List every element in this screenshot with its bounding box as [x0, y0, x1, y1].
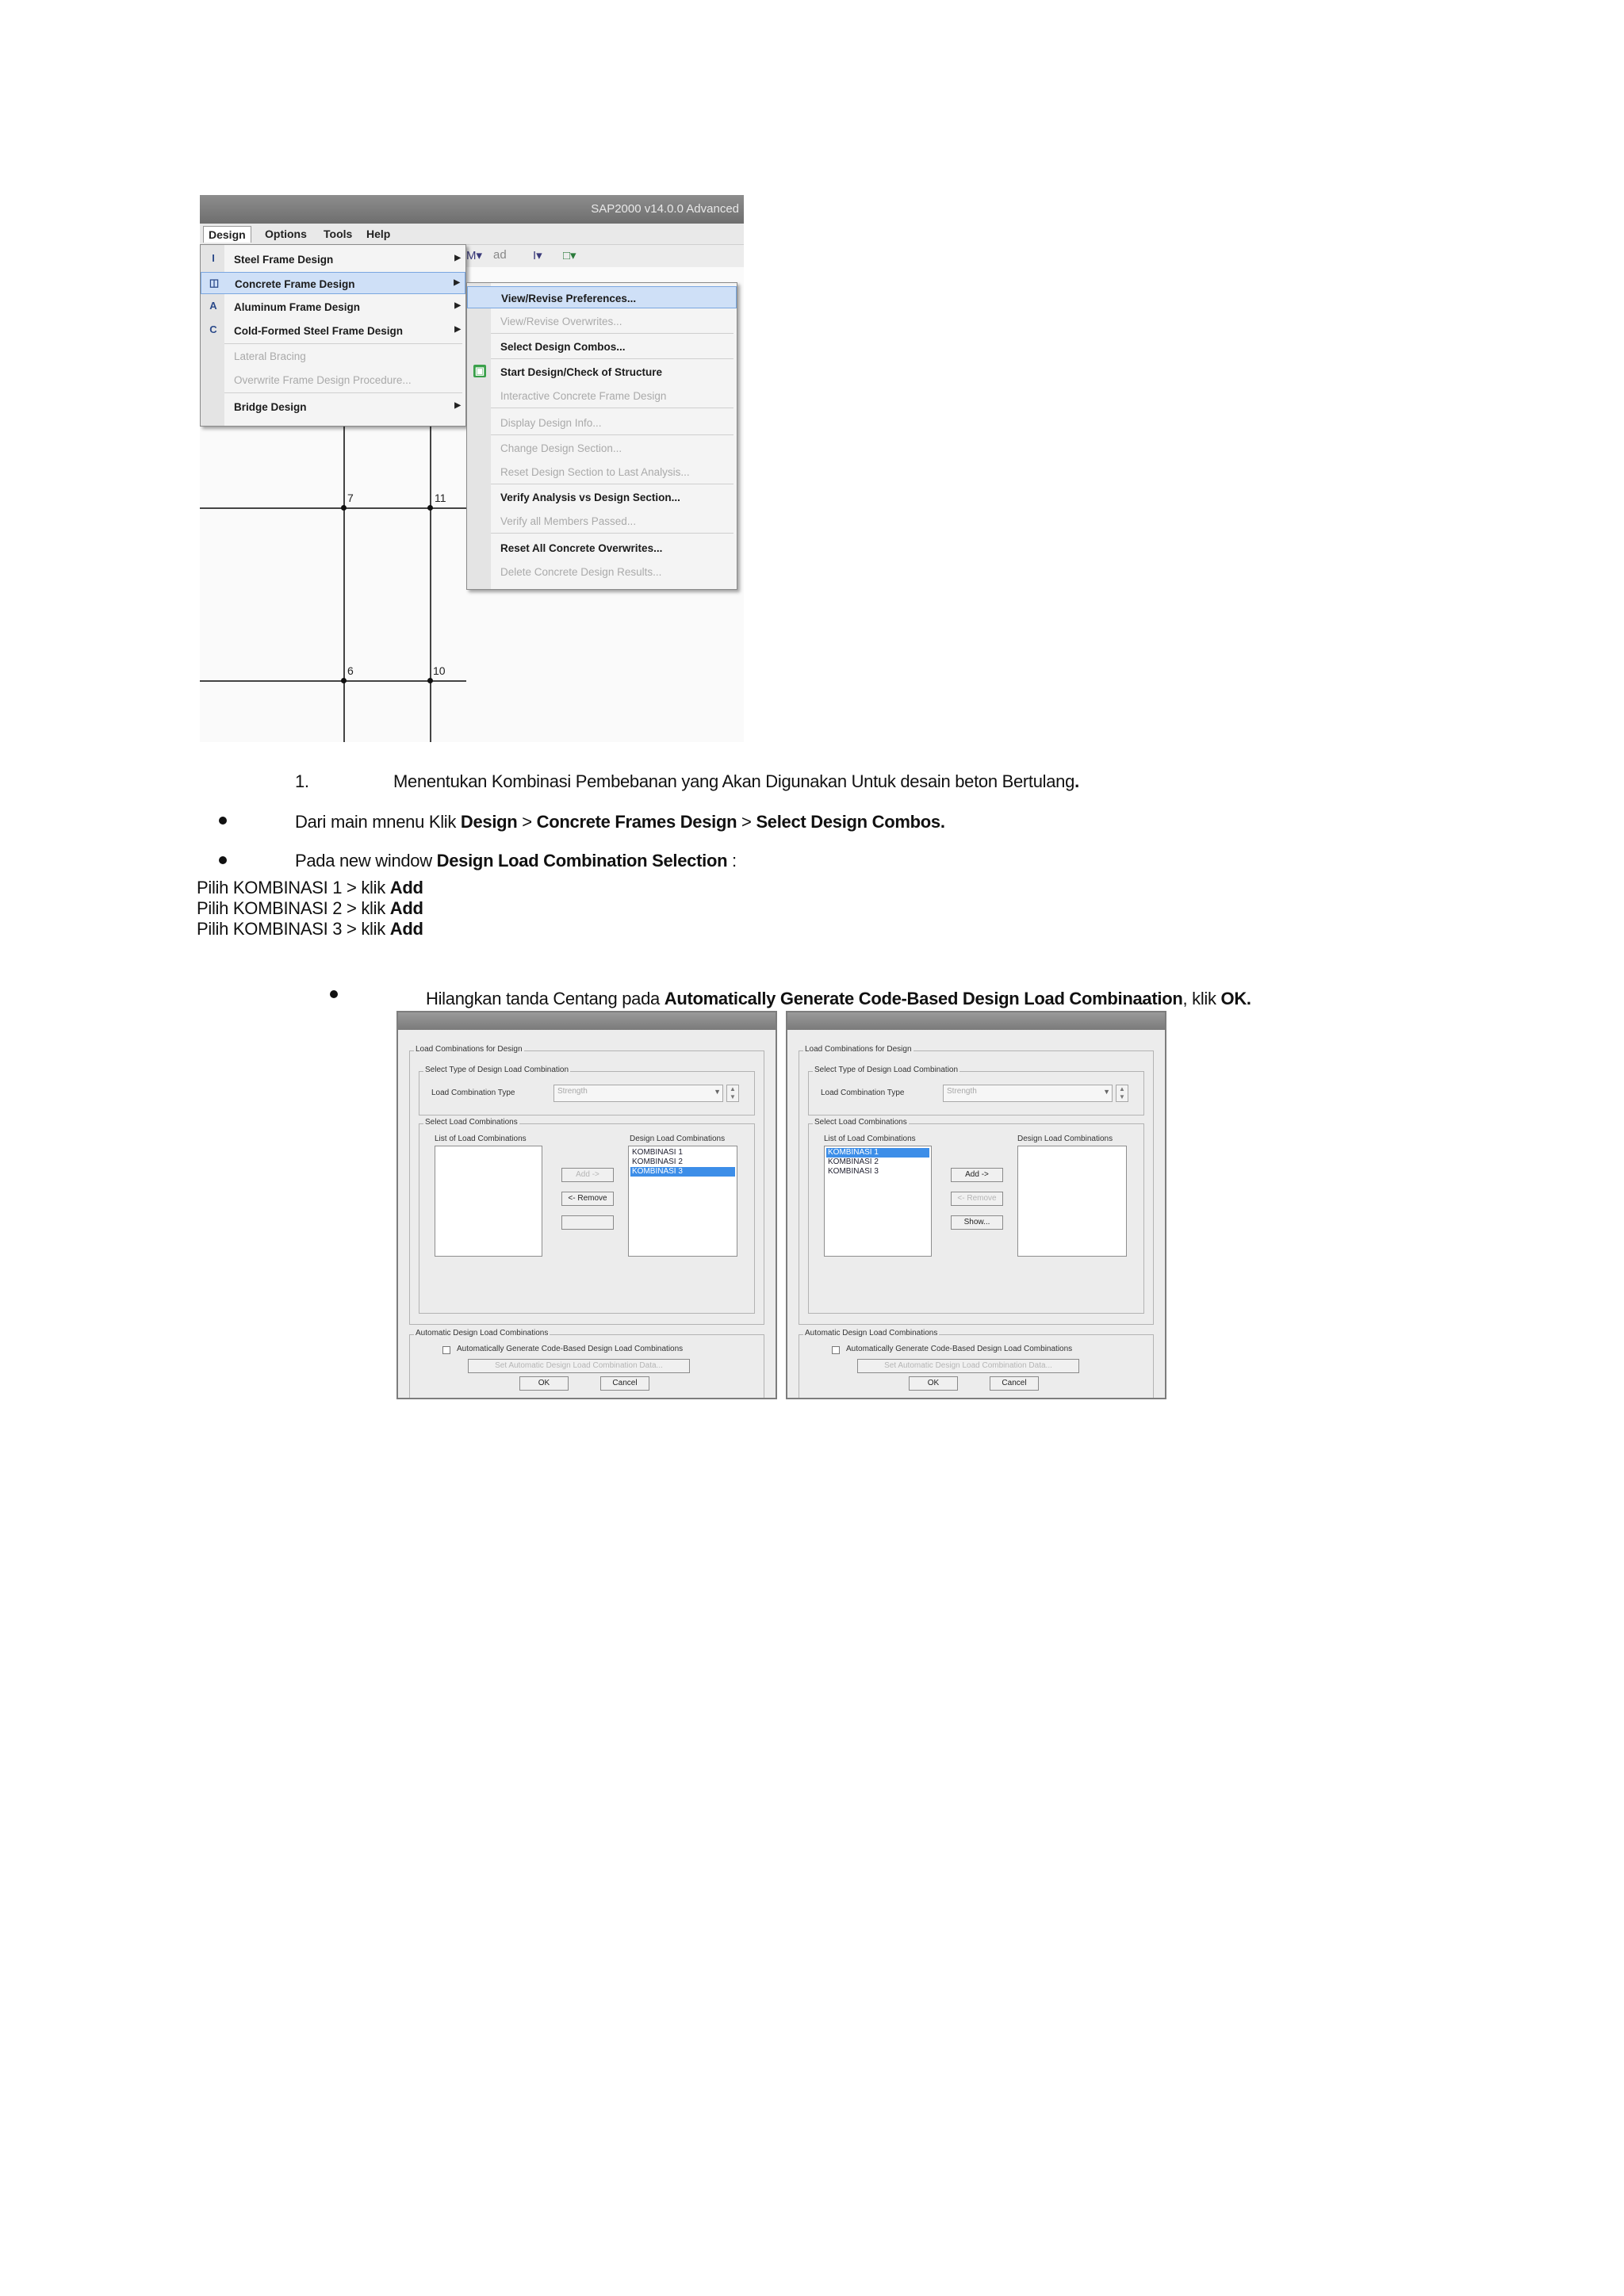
list-of-load-combinations[interactable] [435, 1146, 542, 1257]
text-bold: Select Design Combos. [756, 812, 945, 832]
design-load-combination-dialog-before [786, 1011, 1166, 1399]
menu-item-label: Change Design Section... [500, 442, 622, 454]
step-text: Menentukan Kombinasi Pembebanan yang Akan Digunakan Untuk desain beton Bertulang [393, 771, 1075, 791]
load-combination-type-select[interactable] [553, 1085, 723, 1102]
menu-item-bridge-design[interactable] [201, 396, 465, 418]
text-segment: : [727, 851, 737, 871]
text-bold: Add [389, 919, 423, 939]
text-bold: Add [389, 878, 423, 897]
cancel-button[interactable]: Cancel [990, 1376, 1039, 1391]
list-of-load-combinations[interactable] [824, 1146, 932, 1257]
menu-options[interactable]: Options [265, 228, 307, 240]
menu-item-label: Aluminum Frame Design [234, 301, 361, 313]
text-bold: Automatically Generate Code-Based Design Load Combinaation [664, 989, 1183, 1008]
auto-generate-checkbox[interactable] [442, 1346, 450, 1354]
group-label: Load Combinations for Design [416, 1045, 523, 1054]
sap2000-menu-screenshot [200, 195, 744, 742]
bullet-icon [219, 856, 227, 864]
menu-item-label: Bridge Design [234, 401, 307, 413]
text-bold: Design [460, 812, 518, 832]
menu-item-start-design-check[interactable] [467, 361, 737, 383]
list-item[interactable]: KOMBINASI 3 [828, 1167, 879, 1176]
group-label: Select Load Combinations [814, 1118, 907, 1127]
load-combination-type-select[interactable] [943, 1085, 1113, 1102]
design-load-combinations-list[interactable] [628, 1146, 737, 1257]
menu-item-aluminum-frame-design[interactable] [201, 296, 465, 318]
instruction-menu-path [295, 812, 945, 832]
dialog-titlebar [398, 1012, 776, 1030]
group-label: Automatic Design Load Combinations [805, 1329, 938, 1337]
remove-button[interactable]: <- Remove [951, 1192, 1003, 1206]
text-segment: Hilangkan tanda Centang pada [426, 989, 665, 1008]
node-point [427, 678, 433, 683]
menu-item-view-revise-preferences[interactable] [467, 286, 737, 308]
add-button[interactable]: Add -> [951, 1168, 1003, 1182]
grid-line-horizontal [200, 507, 466, 509]
node-label: 7 [347, 492, 354, 504]
toolbar-frame-icon[interactable]: □▾ [563, 249, 576, 262]
text-segment: Pilih KOMBINASI 2 > klik [197, 898, 390, 918]
grid-line-vertical [430, 425, 431, 742]
show-button[interactable]: Show... [951, 1215, 1003, 1230]
text-bold: OK. [1220, 989, 1251, 1008]
design-dropdown-menu [200, 244, 466, 427]
menu-item-overwrite-frame-design [201, 369, 465, 391]
text-segment: Pilih KOMBINASI 1 > klik [197, 878, 390, 897]
instruction-new-window [295, 851, 737, 871]
instruction-uncheck-auto [426, 989, 1251, 1009]
start-design-icon: ▣ [474, 365, 485, 377]
menu-item-label: Overwrite Frame Design Procedure... [234, 374, 412, 386]
checkbox-label: Automatically Generate Code-Based Design Load Combinations [846, 1345, 1073, 1353]
menu-item-change-design-section [467, 437, 737, 459]
list-label: List of Load Combinations [824, 1135, 916, 1143]
submenu-arrow-icon: ▶ [454, 325, 461, 334]
ok-button[interactable]: OK [909, 1376, 958, 1391]
menu-separator [491, 358, 733, 359]
group-label: Select Type of Design Load Combination [814, 1066, 959, 1074]
menu-design[interactable]: Design [203, 226, 251, 243]
menu-item-label: Delete Concrete Design Results... [500, 566, 662, 578]
menu-separator [491, 434, 733, 435]
text-segment: > [737, 812, 756, 832]
text-bold: Add [389, 898, 423, 918]
step-period: . [1074, 771, 1079, 791]
menu-item-display-design-info [467, 411, 737, 434]
submenu-arrow-icon: ▶ [454, 401, 461, 410]
menu-item-label: View/Revise Preferences... [501, 293, 637, 304]
menu-item-label: Verify all Members Passed... [500, 515, 637, 527]
window-titlebar [200, 195, 744, 224]
combo-value: Strength [557, 1087, 588, 1096]
list-item[interactable]: KOMBINASI 2 [632, 1158, 683, 1166]
text-segment: > [517, 812, 537, 832]
text-segment: Pilih KOMBINASI 3 > klik [197, 919, 390, 939]
list-item-selected[interactable]: KOMBINASI 3 [630, 1167, 735, 1177]
node-point [427, 505, 433, 511]
menu-item-verify-analysis[interactable] [467, 486, 737, 508]
menu-item-label: Start Design/Check of Structure [500, 366, 663, 378]
design-list-label: Design Load Combinations [1017, 1135, 1113, 1143]
menu-item-lateral-bracing [201, 345, 465, 367]
set-automatic-data-button[interactable]: Set Automatic Design Load Combination Data... [857, 1359, 1079, 1373]
grid-line-horizontal [200, 680, 466, 682]
toolbar-i-icon[interactable]: I▾ [533, 249, 542, 262]
combo-label: Load Combination Type [431, 1089, 515, 1097]
node-point [341, 678, 347, 683]
menu-separator [491, 533, 733, 534]
menu-item-cold-formed-steel-frame-design[interactable] [201, 320, 465, 342]
set-automatic-data-button[interactable]: Set Automatic Design Load Combination Data... [468, 1359, 690, 1373]
menu-bar [200, 224, 744, 245]
cancel-button[interactable]: Cancel [600, 1376, 649, 1391]
menu-item-label: Reset All Concrete Overwrites... [500, 542, 663, 554]
group-label: Select Type of Design Load Combination [425, 1066, 569, 1074]
toolbar-ad-icon[interactable]: ad [493, 248, 507, 262]
grid-line-vertical [343, 425, 345, 742]
toolbar-m-icon[interactable]: M▾ [466, 249, 483, 262]
ok-button[interactable]: OK [519, 1376, 569, 1391]
remove-button[interactable]: <- Remove [561, 1192, 614, 1206]
menu-item-label: Lateral Bracing [234, 350, 306, 362]
step-heading [393, 771, 1079, 792]
menu-item-label: Verify Analysis vs Design Section... [500, 492, 680, 503]
instruction-pilih-2 [197, 898, 423, 919]
group-label: Automatic Design Load Combinations [416, 1329, 549, 1337]
concrete-frame-icon: ◫ [209, 277, 220, 289]
instruction-pilih-3 [197, 919, 423, 939]
menu-item-select-design-combos[interactable] [467, 335, 737, 358]
instruction-pilih-1 [197, 878, 423, 898]
spinner-icon[interactable]: ▲ ▼ [1116, 1085, 1128, 1102]
show-button[interactable] [561, 1215, 614, 1230]
text-bold: Concrete Frames Design [536, 812, 737, 832]
node-label: 11 [435, 492, 446, 504]
menu-help[interactable]: Help [366, 228, 391, 240]
design-load-combinations-list[interactable] [1017, 1146, 1127, 1257]
menu-item-steel-frame-design[interactable] [201, 248, 465, 270]
toolbar [462, 245, 744, 267]
app-title: SAP2000 v14.0.0 Advanced [591, 202, 739, 216]
menu-separator [224, 392, 462, 393]
menu-separator [491, 333, 733, 334]
menu-item-label: Reset Design Section to Last Analysis... [500, 466, 690, 478]
list-label: List of Load Combinations [435, 1135, 527, 1143]
menu-item-interactive-concrete-frame-design [467, 385, 737, 407]
list-item-selected[interactable]: KOMBINASI 1 [826, 1148, 929, 1158]
menu-item-label: Display Design Info... [500, 417, 602, 429]
menu-item-label: Concrete Frame Design [235, 278, 355, 290]
text-segment: Dari main mnenu Klik [295, 812, 461, 832]
submenu-arrow-icon: ▶ [454, 301, 461, 310]
aluminum-frame-icon: A [209, 300, 217, 312]
menu-item-verify-all-members [467, 510, 737, 532]
list-item[interactable]: KOMBINASI 1 [632, 1148, 683, 1157]
steel-frame-icon: I [212, 252, 215, 264]
combo-label: Load Combination Type [821, 1089, 905, 1097]
design-list-label: Design Load Combinations [630, 1135, 726, 1143]
node-label: 6 [347, 664, 354, 677]
menu-item-view-revise-overwrites [467, 310, 737, 332]
text-bold: Design Load Combination Selection [436, 851, 728, 871]
bullet-icon [330, 990, 338, 998]
checkbox-label: Automatically Generate Code-Based Design Load Combinations [457, 1345, 684, 1353]
step-number: 1. [295, 771, 309, 791]
menu-item-reset-all-concrete-overwrites[interactable] [467, 537, 737, 559]
spinner-icon[interactable]: ▲ ▼ [726, 1085, 739, 1102]
cold-formed-icon: C [209, 323, 217, 335]
menu-item-label: Select Design Combos... [500, 341, 626, 353]
menu-item-concrete-frame-design[interactable] [201, 272, 465, 294]
dialog-titlebar [787, 1012, 1165, 1030]
node-label: 10 [433, 664, 446, 677]
menu-item-delete-concrete-design-results [467, 561, 737, 583]
chevron-down-icon: ▼ [714, 1088, 721, 1096]
node-point [341, 505, 347, 511]
group-label: Select Load Combinations [425, 1118, 518, 1127]
group-label: Load Combinations for Design [805, 1045, 912, 1054]
menu-item-label: Steel Frame Design [234, 254, 334, 266]
bullet-icon [219, 817, 227, 825]
text-segment: , klik [1182, 989, 1221, 1008]
add-button[interactable]: Add -> [561, 1168, 614, 1182]
menu-tools[interactable]: Tools [324, 228, 353, 240]
text-segment: Pada new window [295, 851, 437, 871]
list-item[interactable]: KOMBINASI 2 [828, 1158, 879, 1166]
chevron-down-icon: ▼ [1103, 1088, 1110, 1096]
design-load-combination-dialog-after [396, 1011, 777, 1399]
menu-item-label: Interactive Concrete Frame Design [500, 390, 667, 402]
concrete-frame-design-submenu [466, 282, 737, 590]
submenu-arrow-icon: ▶ [454, 254, 461, 262]
submenu-arrow-icon: ▶ [454, 278, 460, 287]
auto-generate-checkbox[interactable] [832, 1346, 840, 1354]
menu-item-label: View/Revise Overwrites... [500, 316, 622, 327]
combo-value: Strength [947, 1087, 977, 1096]
menu-item-label: Cold-Formed Steel Frame Design [234, 325, 404, 337]
menu-item-reset-design-section [467, 461, 737, 483]
menu-separator [224, 343, 462, 344]
